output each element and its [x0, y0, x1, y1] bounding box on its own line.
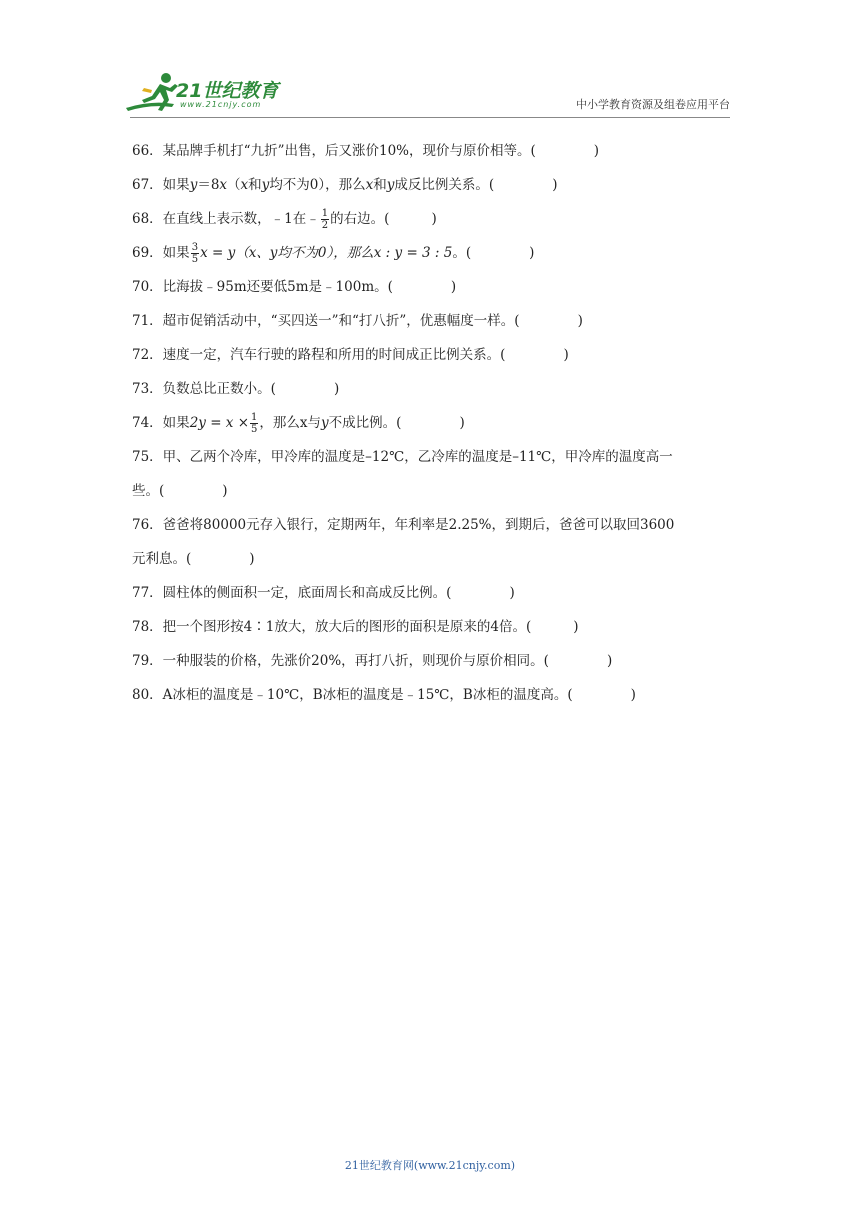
question-71: 71．超市促销活动中，“买四送一”和“打八折”，优惠幅度一样。( ) [132, 313, 583, 329]
question-70: 70．比海拔﹣95m还要低5m是﹣100m。( ) [132, 279, 457, 295]
question-76: 76．爸爸将80000元存入银行，定期两年，年利率是2.25%，到期后，爸爸可以取回3600 元利息。( ) [132, 517, 675, 567]
question-74: 74．如果2y = x × $\frac{1}{5}$ ，那么x与y不成比例。( ) [132, 412, 465, 435]
question-75: 75．甲、乙两个冷库，甲冷库的温度是–12℃，乙冷库的温度是–11℃，甲冷库的温度高一 些。( ) [132, 449, 673, 499]
header-platform-text: 中小学教育资源及组卷应用平台 [576, 98, 730, 111]
question-73: 73．负数总比正数小。( ) [132, 381, 340, 397]
question-68: 68．在直线上表示数，﹣1在﹣ $\frac{1}{2}$ 的右边。( ) [132, 208, 437, 231]
page-footer: 21世纪教育网(www.21cnjy.com) [344, 1159, 516, 1172]
question-80: 80．A冰柜的温度是﹣10℃，B冰柜的温度是﹣15℃，B冰柜的温度高。( ) [132, 687, 636, 703]
question-67: 67．如果y＝8x（x和y均不为0），那么x和y成反比例关系。( ) [132, 177, 558, 193]
question-78: 78．把一个图形按4∶1放大，放大后的图形的面积是原来的4倍。( ) [132, 619, 579, 635]
fraction-one-fifth: $\frac{1}{5}$ [251, 412, 258, 435]
question-79: 79．一种服装的价格，先涨价20%，再打八折，则现价与原价相同。( ) [132, 653, 613, 669]
logo-url: www.21cnjy.com [180, 100, 262, 109]
question-72: 72．速度一定，汽车行驶的路程和所用的时间成正比例关系。( ) [132, 347, 569, 363]
question-66: 66．某品牌手机打“九折”出售，后又涨价10%，现价与原价相等。( ) [132, 143, 600, 159]
question-list [132, 134, 732, 712]
question-69: 69．如果 $\frac{3}{5}$ x = y（x、y均不为0），那么x : y = 3 : 5。( ) [132, 242, 535, 265]
header-divider [130, 117, 730, 118]
fraction-three-fifths: $\frac{3}{5}$ [191, 242, 199, 265]
question-77: 77．圆柱体的侧面积一定，底面周长和高成反比例。( ) [132, 585, 515, 601]
page-header [0, 0, 860, 122]
logo-text: 21世纪教育 [176, 80, 279, 102]
fraction-one-half: $\frac{1}{2}$ [321, 208, 329, 231]
